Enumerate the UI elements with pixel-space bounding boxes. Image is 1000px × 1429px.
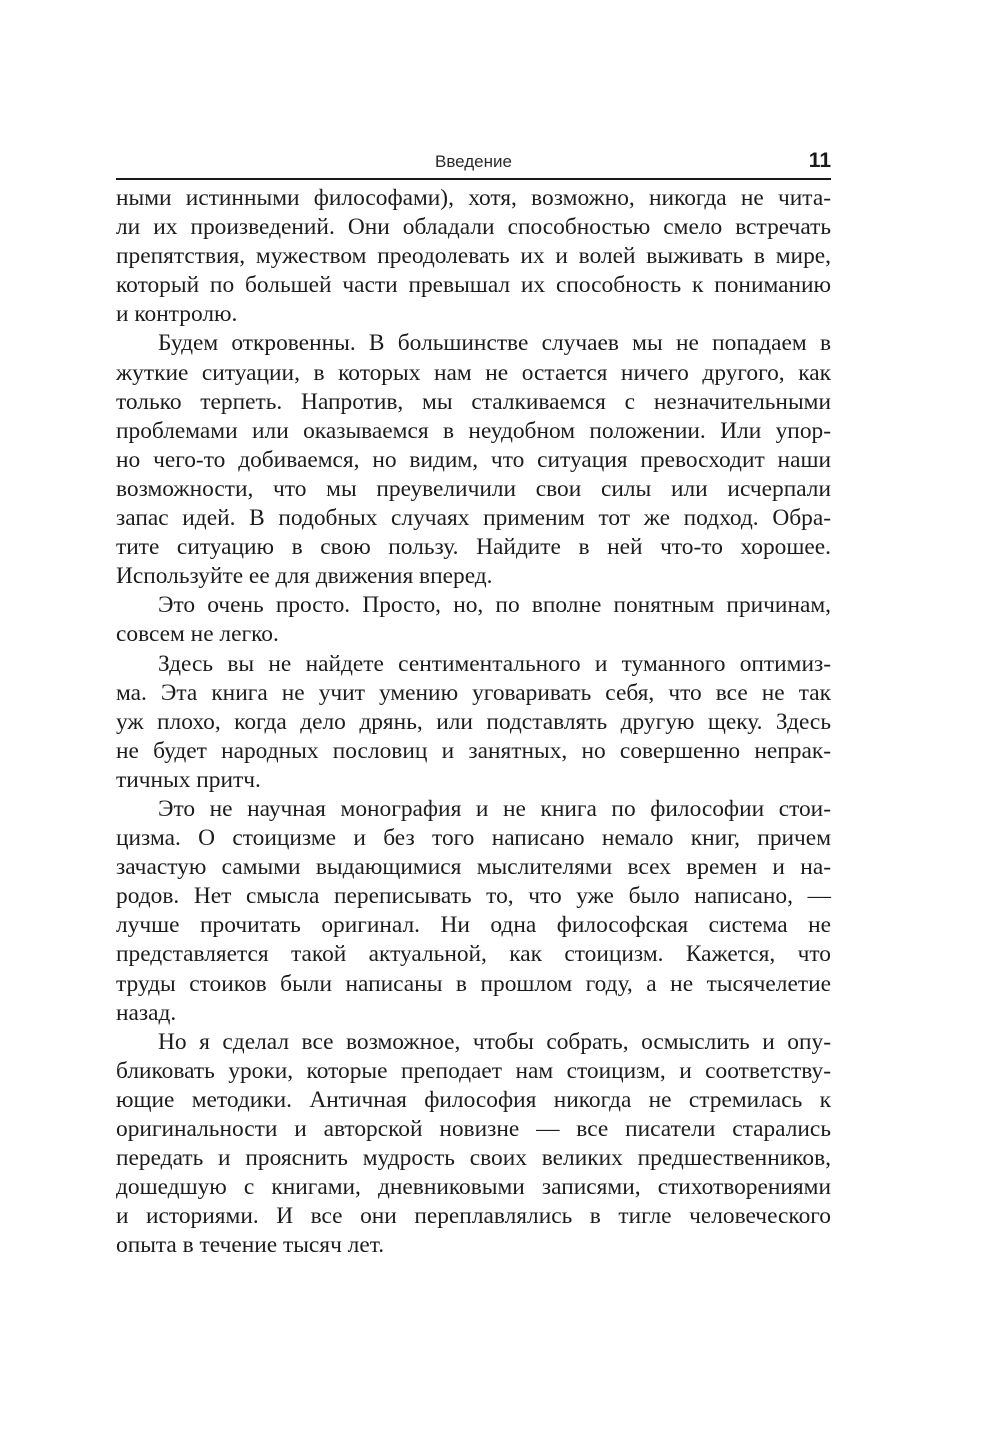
text-line: препятствия, мужеством преодолевать их и волей выживать в мире, xyxy=(116,243,831,270)
paragraph xyxy=(116,184,831,329)
text-line: и контролю. xyxy=(116,301,238,328)
paragraph xyxy=(116,650,831,795)
text-line: не будет народных пословиц и занятных, но совершенно непрак- xyxy=(116,737,831,764)
text-line: совсем не легко. xyxy=(116,621,279,648)
text-line: бликовать уроки, которые преподает нам стоицизм, и соответству- xyxy=(116,1057,831,1084)
text-line: который по большей части превышал их способность к пониманию xyxy=(116,272,831,299)
text-line: опыта в течение тысяч лет. xyxy=(116,1232,385,1259)
body-text xyxy=(116,184,831,1260)
text-line: представляется такой актуальной, как стоицизм. Кажется, что xyxy=(116,941,831,968)
text-line: проблемами или оказываемся в неудобном положении. Или упор- xyxy=(116,417,831,444)
book-page xyxy=(116,148,831,1260)
paragraph xyxy=(116,591,831,649)
text-line: передать и прояснить мудрость своих великих предшественников, xyxy=(116,1145,831,1172)
paragraph xyxy=(116,1028,831,1261)
text-line: оригинальности и авторской новизне — все писатели старались xyxy=(116,1116,831,1142)
text-line: родов. Нет смысла переписывать то, что уже было написано, — xyxy=(116,883,831,910)
text-line: назад. xyxy=(116,999,177,1026)
text-line: но чего-то добиваемся, но видим, что ситуация превосходит наши xyxy=(116,446,831,473)
text-line: Будем откровенны. В большинстве случаев мы не попадаем в xyxy=(158,330,831,357)
text-line: ными истинными философами), хотя, возможно, никогда не чита- xyxy=(116,185,831,211)
text-line: ма. Эта книга не учит умению уговаривать себя, что все не так xyxy=(116,679,831,706)
text-line: Это очень просто. Просто, но, по вполне понятным причинам, xyxy=(158,592,831,619)
text-line: зачастую самыми выдающимися мыслителями всех времен и на- xyxy=(116,854,831,881)
text-line: Но я сделал все возможное, чтобы собрать, осмыслить и опу- xyxy=(158,1028,831,1055)
text-line: жуткие ситуации, в которых нам не остается ничего другого, как xyxy=(116,359,831,386)
text-line: и историями. И все они переплавлялись в тигле человеческого xyxy=(116,1203,831,1230)
text-line: тичных притч. xyxy=(116,766,261,793)
text-line: цизма. О стоицизме и без того написано немало книг, причем xyxy=(116,825,831,852)
section-title: Введение xyxy=(435,152,512,171)
text-line: запас идей. В подобных случаях применим тот же подход. Обра- xyxy=(116,505,831,532)
text-line: уж плохо, когда дело дрянь, или подставлять другую щеку. Здесь xyxy=(116,708,831,735)
text-line: лучше прочитать оригинал. Ни одна философская система не xyxy=(116,912,831,939)
text-line: дошедшую с книгами, дневниковыми записями, стихотворениями xyxy=(116,1174,831,1201)
paragraph xyxy=(116,795,831,1028)
text-line: ли их произведений. Они обладали способностью смело встречать xyxy=(116,214,831,241)
text-line: только терпеть. Напротив, мы сталкиваемся с незначительными xyxy=(116,388,831,415)
text-line: возможности, что мы преувеличили свои силы или исчерпали xyxy=(116,475,831,502)
text-line: Используйте ее для движения вперед. xyxy=(116,563,493,590)
text-line: ющие методики. Античная философия никогда не стремилась к xyxy=(116,1086,831,1113)
running-header xyxy=(116,148,831,180)
text-line: тите ситуацию в свою пользу. Найдите в ней что-то хорошее. xyxy=(116,534,831,561)
text-line: Здесь вы не найдете сентиментального и туманного оптимиз- xyxy=(158,650,831,677)
text-line: труды стоиков были написаны в прошлом году, а не тысячелетие xyxy=(116,970,831,997)
paragraph xyxy=(116,329,831,591)
page-number: 11 xyxy=(808,149,831,172)
text-line: Это не научная монография и не книга по философии стои- xyxy=(158,795,831,822)
